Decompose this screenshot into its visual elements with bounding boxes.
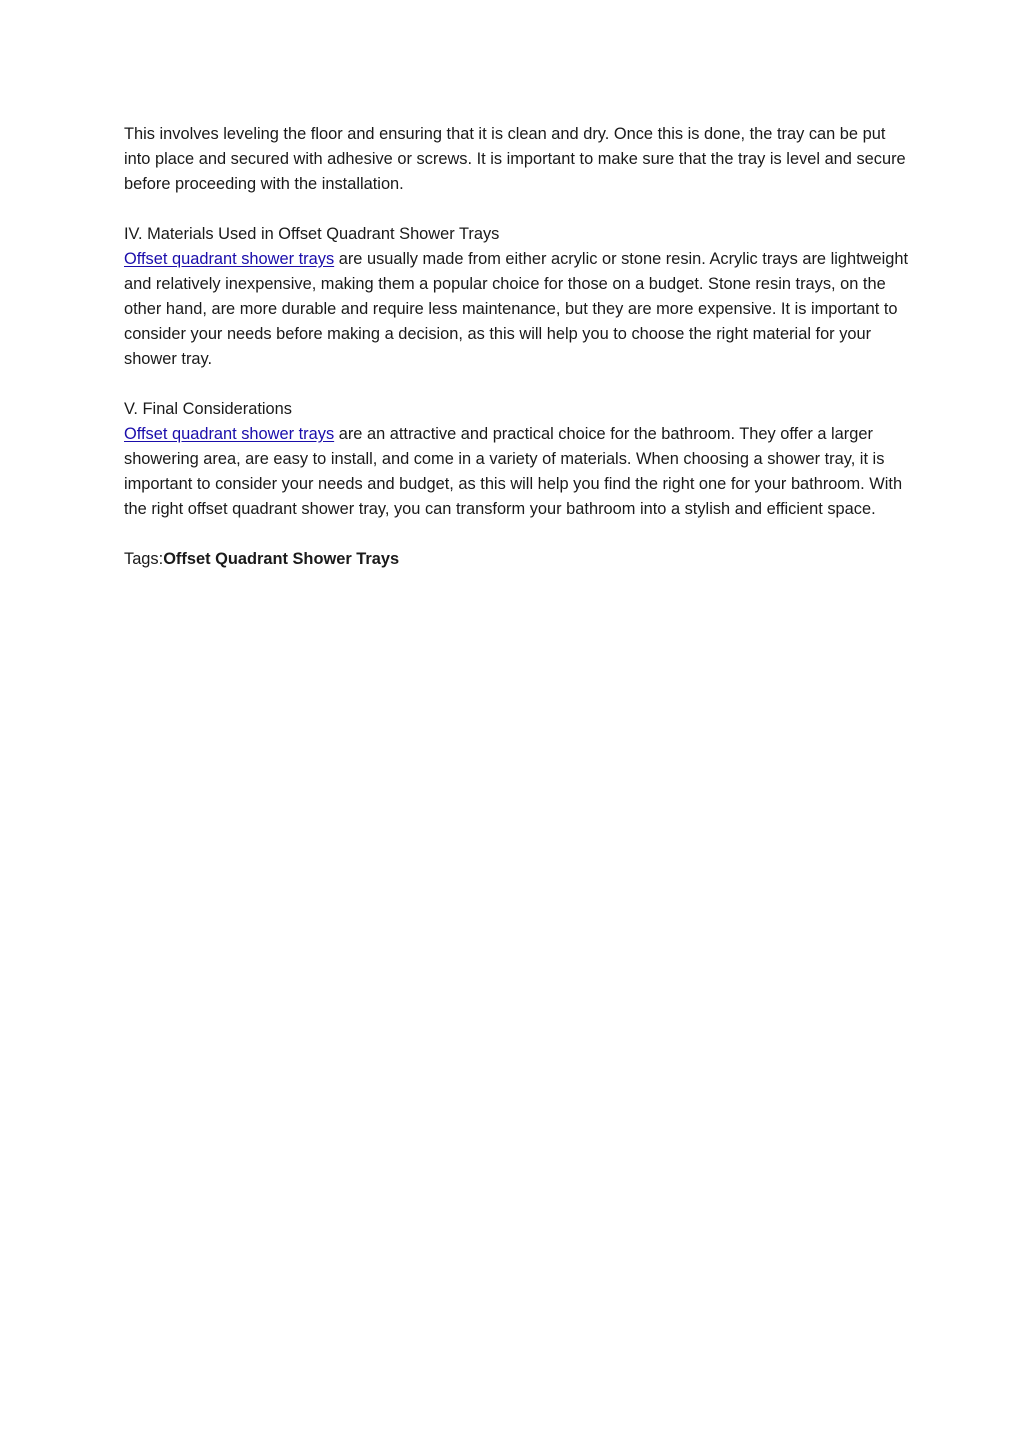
materials-paragraph xyxy=(124,247,914,372)
final-paragraph xyxy=(124,422,914,522)
materials-heading: IV. Materials Used in Offset Quadrant Shower Trays xyxy=(124,225,500,243)
tags-value: Offset Quadrant Shower Trays xyxy=(163,550,400,568)
materials-link[interactable]: Offset quadrant shower trays xyxy=(124,250,335,268)
tags-line xyxy=(124,547,914,572)
tags-label: Tags: xyxy=(124,550,164,568)
final-heading: V. Final Considerations xyxy=(124,400,292,418)
materials-section xyxy=(124,222,914,372)
final-link[interactable]: Offset quadrant shower trays xyxy=(124,425,335,443)
materials-body-text: are usually made from either acrylic or stone resin. Acrylic trays are lightweight and relatively inexpensive, making them a popular choice for those on a budget. Stone resin trays, on the other hand, are more durable and require less maintenance, but they are more expensive. It is important to consider your needs before making a decision, as this will help you to choose the right material for your shower tray. xyxy=(124,250,909,368)
intro-paragraph: This involves leveling the floor and ensuring that it is clean and dry. Once this is done, the tray can be put into place and secured with adhesive or screws. It is important to make sure that the tray is level and secure before proceeding with the installation. xyxy=(124,125,906,193)
final-body-text: are an attractive and practical choice for the bathroom. They offer a larger showering area, are easy to install, and come in a variety of materials. When choosing a shower tray, it is important to consider your needs and budget, as this will help you find the right one for your bathroom. With the right offset quadrant shower tray, you can transform your bathroom into a stylish and efficient space. xyxy=(124,425,903,518)
final-section xyxy=(124,397,914,522)
document-page xyxy=(124,122,914,597)
